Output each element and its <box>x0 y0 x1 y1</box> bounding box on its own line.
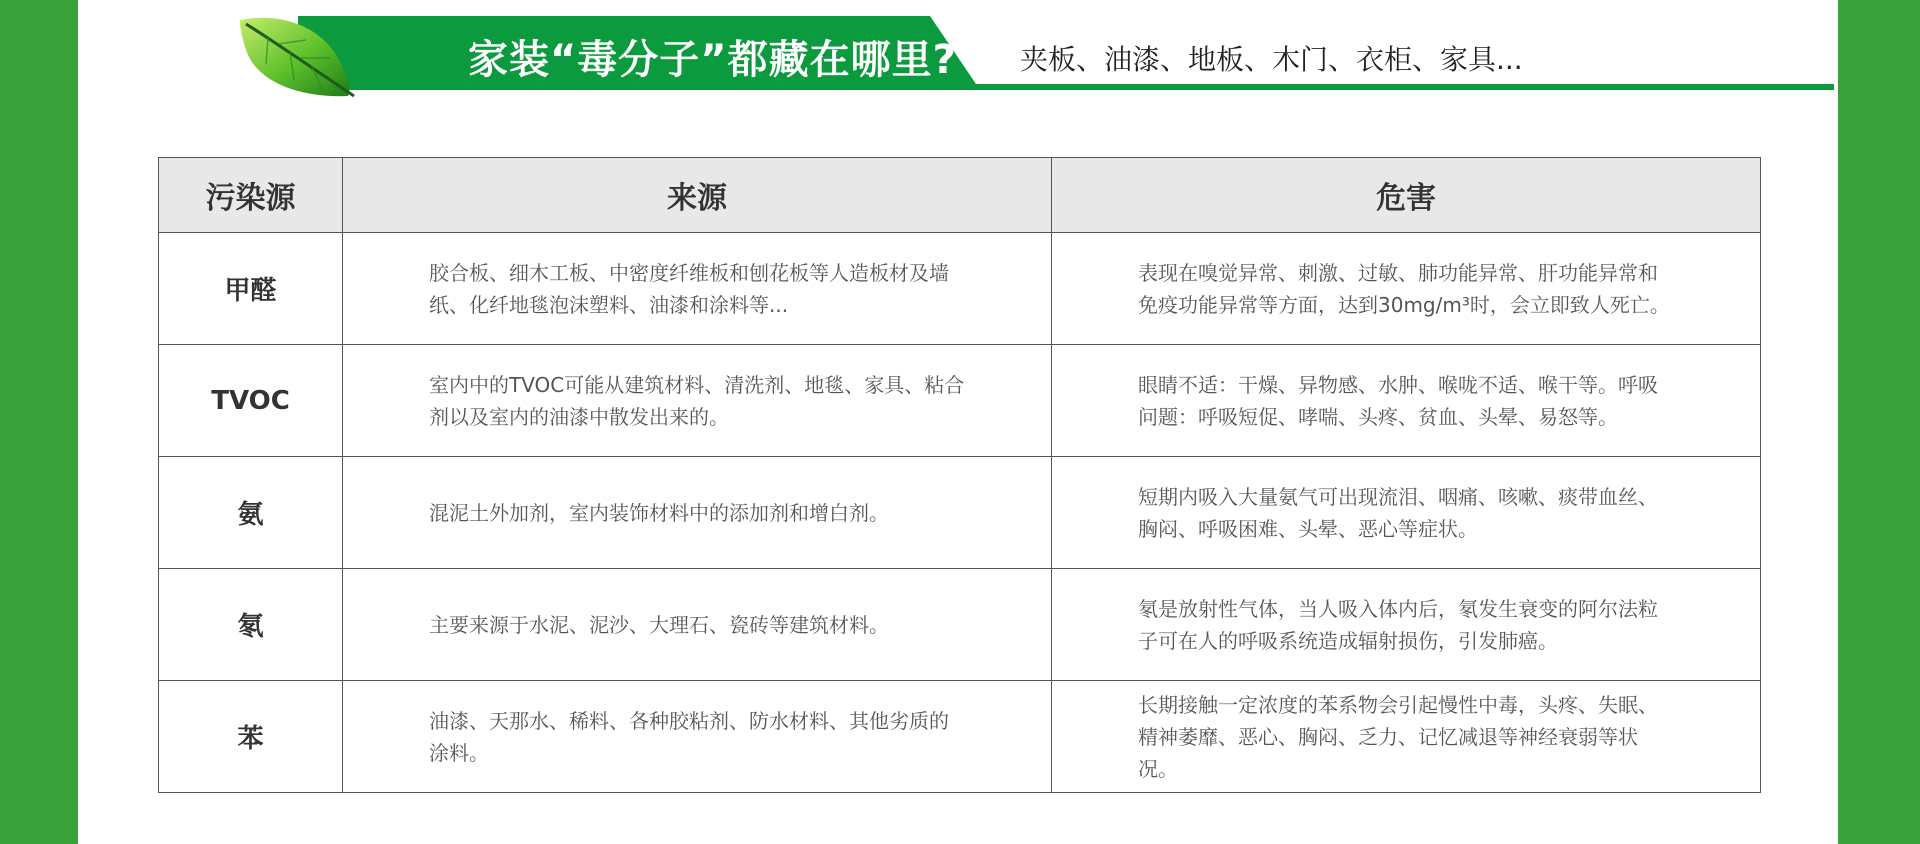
page-title: 家装“毒分子”都藏在哪里? <box>468 37 957 83</box>
harm-cell <box>1052 345 1761 457</box>
pollutant-name: 苯 <box>159 681 343 793</box>
table-row <box>159 569 1761 681</box>
harm-text: 短期内吸入大量氨气可出现流泪、咽痛、咳嗽、痰带血丝、胸闷、呼吸困难、头晕、恶心等症状。 <box>1138 484 1658 541</box>
source-text: 主要来源于水泥、泥沙、大理石、瓷砖等建筑材料。 <box>429 612 889 637</box>
pollutant-name: 甲醛 <box>159 233 343 345</box>
harm-cell <box>1052 681 1761 793</box>
table-row <box>159 457 1761 569</box>
table-row <box>159 345 1761 457</box>
column-header-harm: 危害 <box>1052 158 1761 233</box>
header-banner <box>238 16 1834 92</box>
column-header-pollutant: 污染源 <box>159 158 343 233</box>
pollutant-name: 氡 <box>159 569 343 681</box>
harm-text: 氡是放射性气体，当人吸入体内后，氡发生衰变的阿尔法粒子可在人的呼吸系统造成辐射损伤，引发肺癌。 <box>1138 596 1658 653</box>
source-cell <box>343 457 1052 569</box>
column-header-source: 来源 <box>343 158 1052 233</box>
harm-cell <box>1052 569 1761 681</box>
table-row <box>159 233 1761 345</box>
harm-text: 长期接触一定浓度的苯系物会引起慢性中毒，头疼、失眠、精神萎靡、恶心、胸闷、乏力、记忆减退等神经衰弱等状况。 <box>1138 692 1658 781</box>
source-text: 胶合板、细木工板、中密度纤维板和刨花板等人造板材及墙纸、化纤地毯泡沫塑料、油漆和涂料等... <box>429 260 949 317</box>
harm-cell <box>1052 457 1761 569</box>
table-row <box>159 681 1761 793</box>
source-cell <box>343 681 1052 793</box>
source-cell <box>343 569 1052 681</box>
pollution-table <box>158 157 1761 793</box>
harm-cell <box>1052 233 1761 345</box>
harm-text: 眼睛不适：干燥、异物感、水肿、喉咙不适、喉干等。呼吸问题：呼吸短促、哮喘、头疼、贫血、头晕、易怒等。 <box>1138 372 1658 429</box>
source-text: 混泥土外加剂，室内装饰材料中的添加剂和增白剂。 <box>429 500 889 525</box>
page-subtitle: 夹板、油漆、地板、木门、衣柜、家具... <box>1020 43 1523 76</box>
source-cell <box>343 233 1052 345</box>
harm-text: 表现在嗅觉异常、刺激、过敏、肺功能异常、肝功能异常和免疫功能异常等方面，达到30mg/m³时，会立即致人死亡。 <box>1138 260 1670 317</box>
source-cell <box>343 345 1052 457</box>
pollutant-name: 氨 <box>159 457 343 569</box>
table-header-row <box>159 158 1761 233</box>
source-text: 室内中的TVOC可能从建筑材料、清洗剂、地毯、家具、粘合剂以及室内的油漆中散发出来的。 <box>429 372 965 429</box>
leaf-icon <box>238 16 358 98</box>
source-text: 油漆、天那水、稀料、各种胶粘剂、防水材料、其他劣质的涂料。 <box>429 708 949 765</box>
pollutant-name: TVOC <box>159 345 343 457</box>
